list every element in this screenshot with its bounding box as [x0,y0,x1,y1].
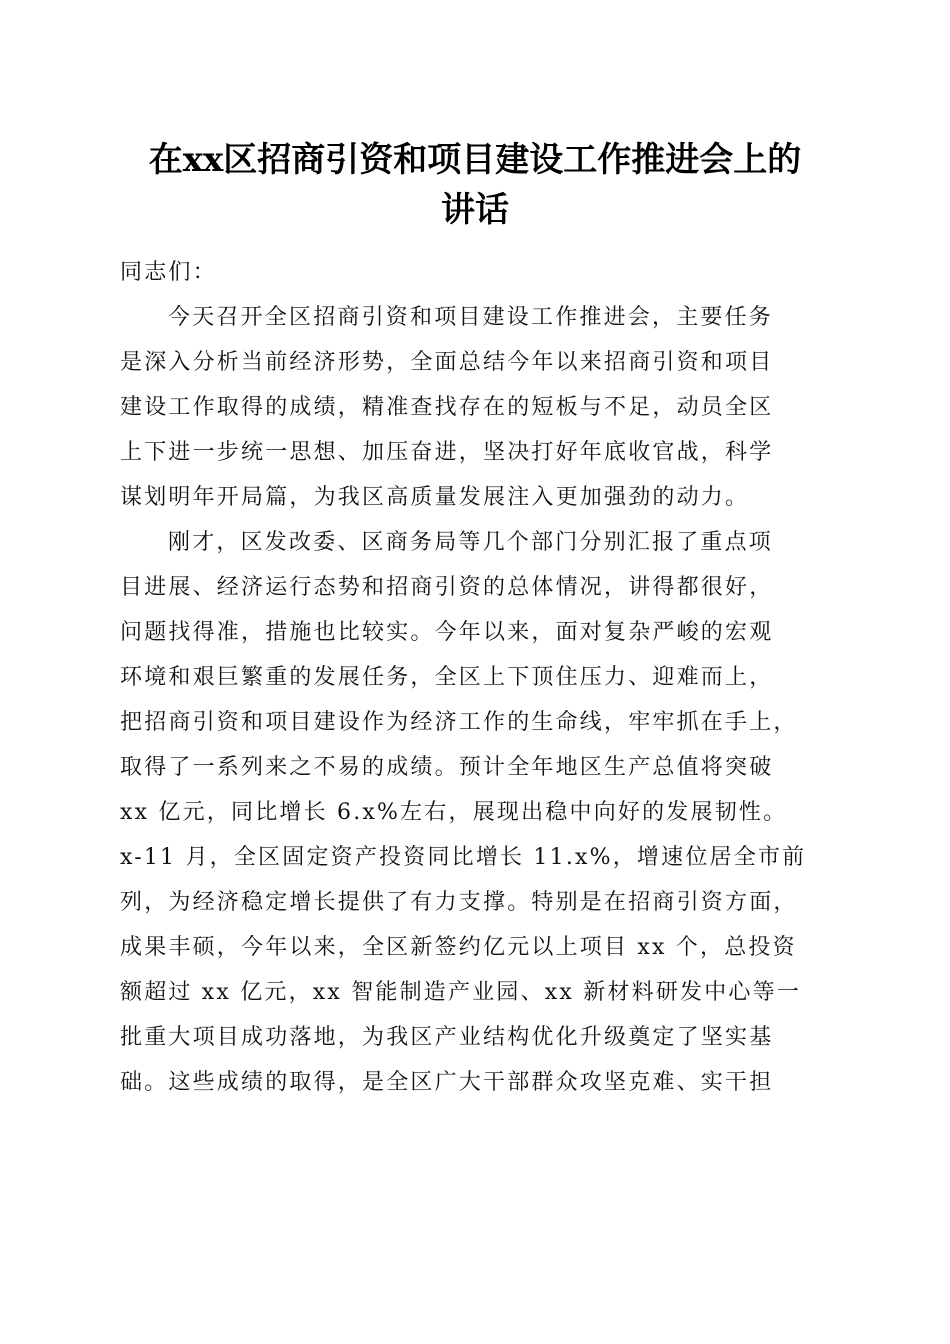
paragraph-line: x-11 月，全区固定资产投资同比增长 11.x%，增速位居全市前 [120,845,807,870]
paragraph-line: 取得了一系列来之不易的成绩。预计全年地区生产总值将突破 [120,755,774,780]
paragraph-line: 环境和艰巨繁重的发展任务，全区上下顶住压力、迎难而上， [120,665,774,690]
paragraph-line: 额超过 xx 亿元，xx 智能制造产业园、xx 新材料研发中心等一 [120,980,802,1005]
paragraph-2 [120,520,840,1105]
paragraph-1 [120,295,840,520]
paragraph-line: 础。这些成绩的取得，是全区广大干部群众攻坚克难、实干担 [120,1070,774,1095]
paragraph-line: 刚才，区发改委、区商务局等几个部门分别汇报了重点项 [168,530,774,555]
paragraph-line: 目进展、经济运行态势和招商引资的总体情况，讲得都很好， [120,575,774,600]
paragraph-line: 问题找得准，措施也比较实。今年以来，面对复杂严峻的宏观 [120,620,774,645]
paragraph-line: 上下进一步统一思想、加压奋进，坚决打好年底收官战，科学 [120,440,774,465]
salutation: 同志们： [120,260,217,285]
title-line: 讲话 [441,190,509,230]
paragraph-line: 建设工作取得的成绩，精准查找存在的短板与不足，动员全区 [120,395,774,420]
paragraph-line: 批重大项目成功落地，为我区产业结构优化升级奠定了坚实基 [120,1025,774,1050]
document-title [110,135,840,235]
title-line: 在xx区招商引资和项目建设工作推进会上的 [148,140,802,180]
document-body [120,250,840,1105]
paragraph-line: xx 亿元，同比增长 6.x%左右，展现出稳中向好的发展韧性。 [120,800,788,825]
paragraph-line: 是深入分析当前经济形势，全面总结今年以来招商引资和项目 [120,350,774,375]
paragraph-line: 谋划明年开局篇，为我区高质量发展注入更加强劲的动力。 [120,485,750,510]
paragraph-line: 把招商引资和项目建设作为经济工作的生命线，牢牢抓在手上， [120,710,798,735]
paragraph-line: 今天召开全区招商引资和项目建设工作推进会，主要任务 [168,305,774,330]
paragraph-line: 列，为经济稳定增长提供了有力支撑。特别是在招商引资方面， [120,890,798,915]
paragraph-line: 成果丰硕，今年以来，全区新签约亿元以上项目 xx 个，总投资 [120,935,797,960]
